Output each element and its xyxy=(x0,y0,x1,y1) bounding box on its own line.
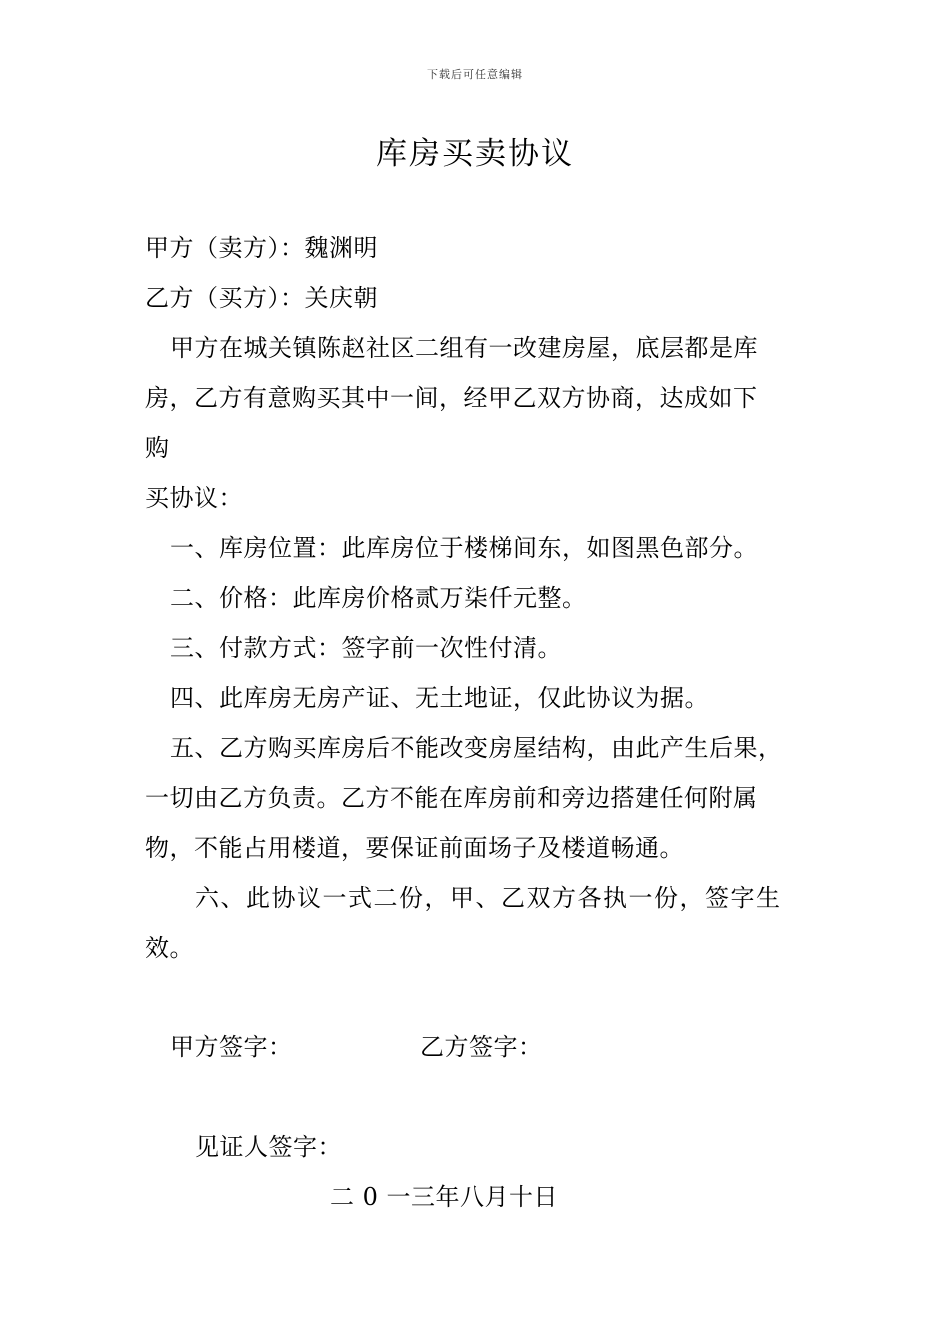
party-b-signature: 乙方签字： xyxy=(420,1033,543,1061)
witness-signature: 见证人签字： xyxy=(195,1133,342,1161)
document-title: 库房买卖协议 xyxy=(376,136,574,172)
clause-5-line-2: 一切由乙方负责。乙方不能在库房前和旁边搭建任何附属 xyxy=(145,784,758,812)
clause-6-line-1: 六、此协议一式二份，甲、乙双方各执一份，签字生 xyxy=(195,884,782,912)
clause-1: 一、库房位置：此库房位于楼梯间东，如图黑色部分。 xyxy=(170,534,758,562)
intro-line-3: 购 xyxy=(145,434,170,462)
buyer-line: 乙方（买方）：关庆朝 xyxy=(145,284,378,312)
intro-line-1: 甲方在城关镇陈赵社区二组有一改建房屋，底层都是库 xyxy=(170,334,758,362)
header-note: 下载后可任意编辑 xyxy=(427,68,523,81)
seller-line: 甲方（卖方）：魏渊明 xyxy=(145,234,378,262)
agreement-date: 二 0 一三年八月十日 xyxy=(330,1183,559,1211)
clause-6-line-2: 效。 xyxy=(145,934,194,962)
party-a-signature: 甲方签字： xyxy=(170,1033,293,1061)
clause-5-line-1: 五、乙方购买库房后不能改变房屋结构，由此产生后果， xyxy=(170,734,783,762)
intro-line-2: 房，乙方有意购买其中一间，经甲乙双方协商，达成如下 xyxy=(145,384,758,412)
clause-5-line-3: 物，不能占用楼道，要保证前面场子及楼道畅通。 xyxy=(145,834,684,862)
clause-3: 三、付款方式：签字前一次性付清。 xyxy=(170,634,562,662)
intro-line-4: 买协议： xyxy=(145,484,243,512)
clause-2: 二、价格：此库房价格贰万柒仟元整。 xyxy=(170,584,587,612)
clause-4: 四、此库房无房产证、无土地证，仅此协议为据。 xyxy=(170,684,709,712)
